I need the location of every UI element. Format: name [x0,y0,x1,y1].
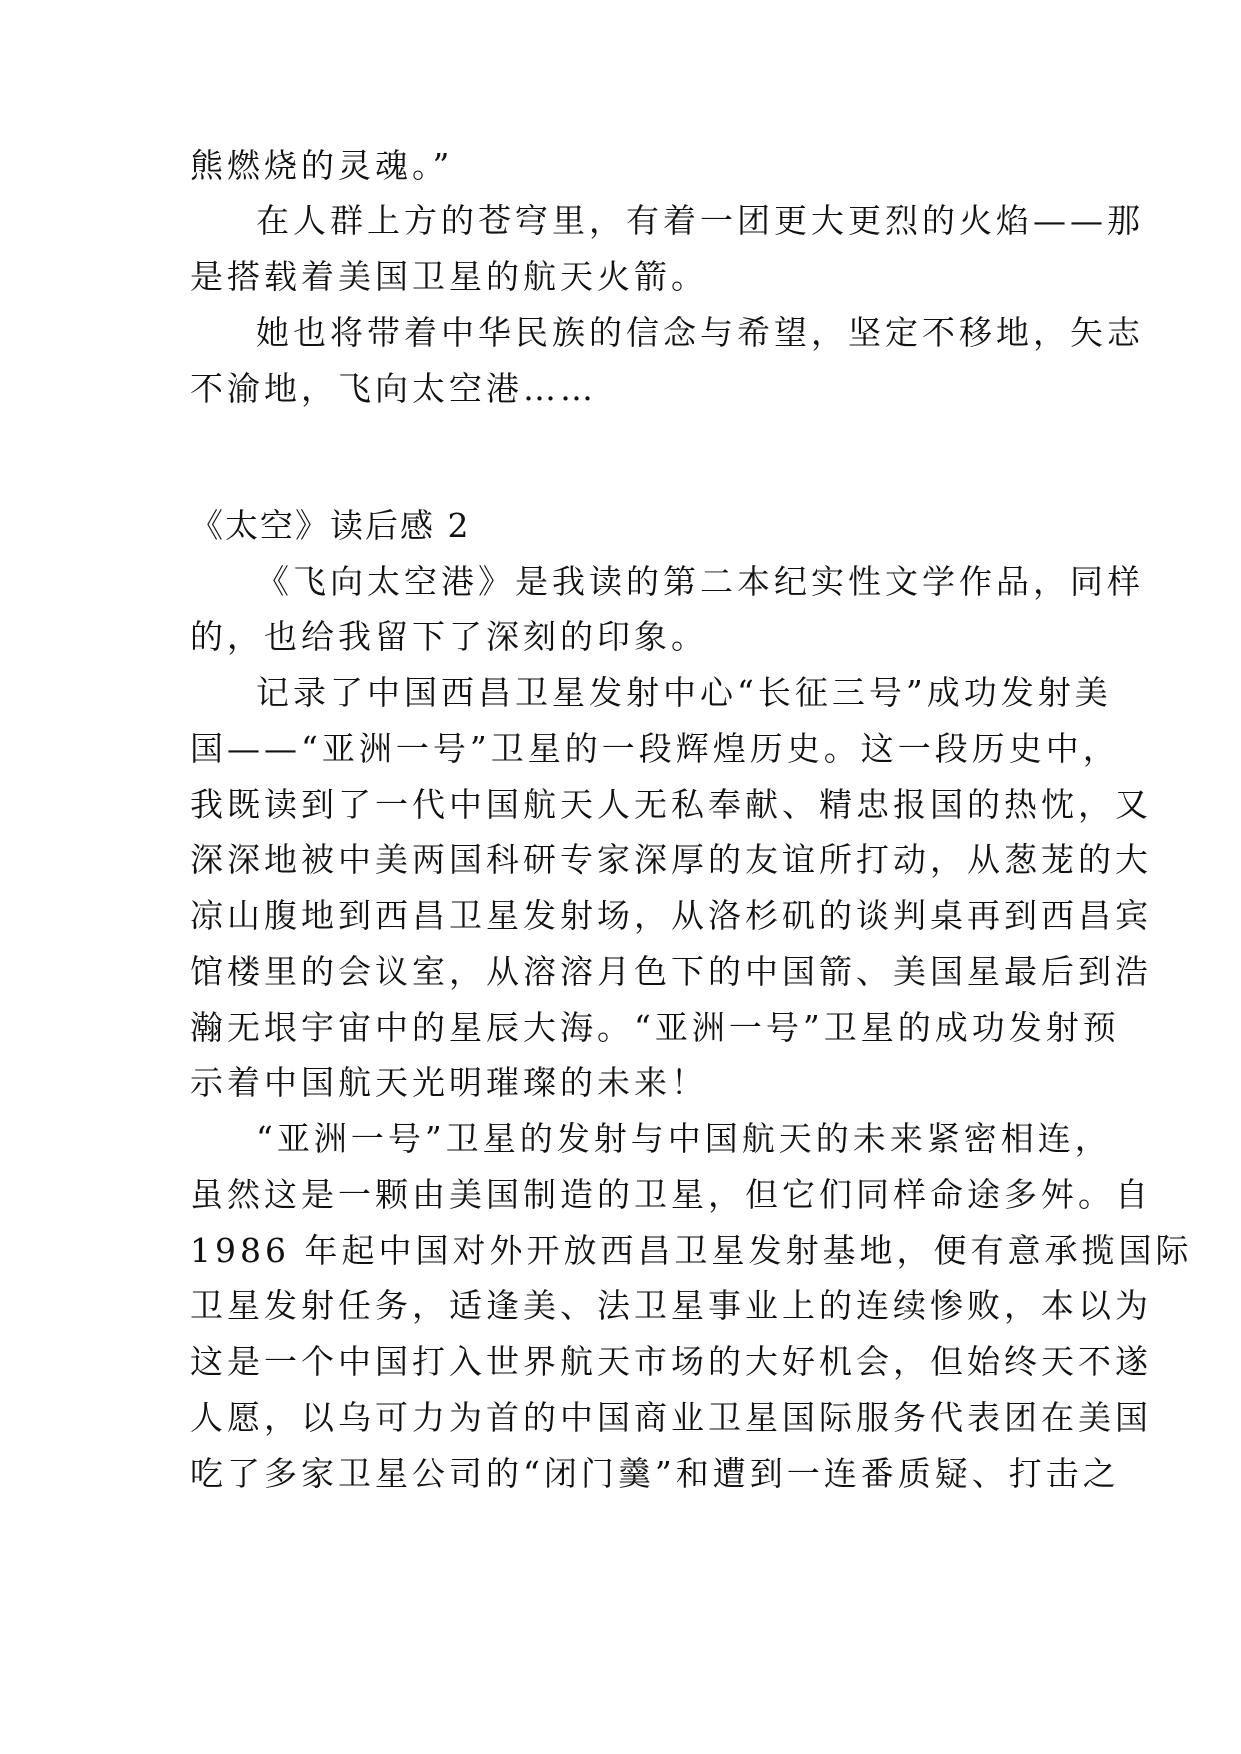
text-line: 示着中国航天光明璀璨的未来！ [190,1063,708,1102]
text-line: 深深地被中美两国科研专家深厚的友谊所打动，从葱茏的大 [190,840,1152,879]
text-line: 卫星发射任务，适逢美、法卫星事业上的连续惨败，本以为 [190,1286,1152,1325]
paragraph-line: 记录了中国西昌卫星发射中心“长征三号”成功发射美 [256,673,1112,712]
text-line: 1986 年起中国对外开放西昌卫星发射基地，便有意承揽国际 [190,1231,1193,1270]
paragraph-line: 《飞向太空港》是我读的第二本纪实性文学作品，同样 [256,562,1144,601]
text-line: 不渝地，飞向太空港…… [190,369,597,408]
text-line: 吃了多家卫星公司的“闭门羹”和遭到一连番质疑、打击之 [190,1454,1120,1493]
text-line: 熊燃烧的灵魂。” [190,146,454,185]
text-line: 国——“亚洲一号”卫星的一段辉煌历史。这一段历史中， [190,729,1120,768]
text-line: 馆楼里的会议室，从溶溶月色下的中国箭、美国星最后到浩 [190,952,1152,991]
text-line: 我既读到了一代中国航天人无私奉献、精忠报国的热忱，又 [190,785,1152,824]
paragraph-line: 在人群上方的苍穹里，有着一团更大更烈的火焰——那 [256,201,1144,240]
text-line: 的，也给我留下了深刻的印象。 [190,617,708,656]
text-line: 这是一个中国打入世界航天市场的大好机会，但始终天不遂 [190,1342,1152,1381]
text-line: 人愿，以乌可力为首的中国商业卫星国际服务代表团在美国 [190,1398,1152,1437]
text-line: 是搭载着美国卫星的航天火箭。 [190,257,708,296]
section-heading: 《太空》读后感 2 [190,506,471,545]
text-line: 虽然这是一颗由美国制造的卫星，但它们同样命途多舛。自 [190,1175,1152,1214]
text-line: 凉山腹地到西昌卫星发射场，从洛杉矶的谈判桌再到西昌宾 [190,896,1152,935]
paragraph-line: “亚洲一号”卫星的发射与中国航天的未来紧密相连， [256,1119,1112,1158]
paragraph-line: 她也将带着中华民族的信念与希望，坚定不移地，矢志 [256,313,1144,352]
text-line: 瀚无垠宇宙中的星辰大海。“亚洲一号”卫星的成功发射预 [190,1008,1120,1047]
